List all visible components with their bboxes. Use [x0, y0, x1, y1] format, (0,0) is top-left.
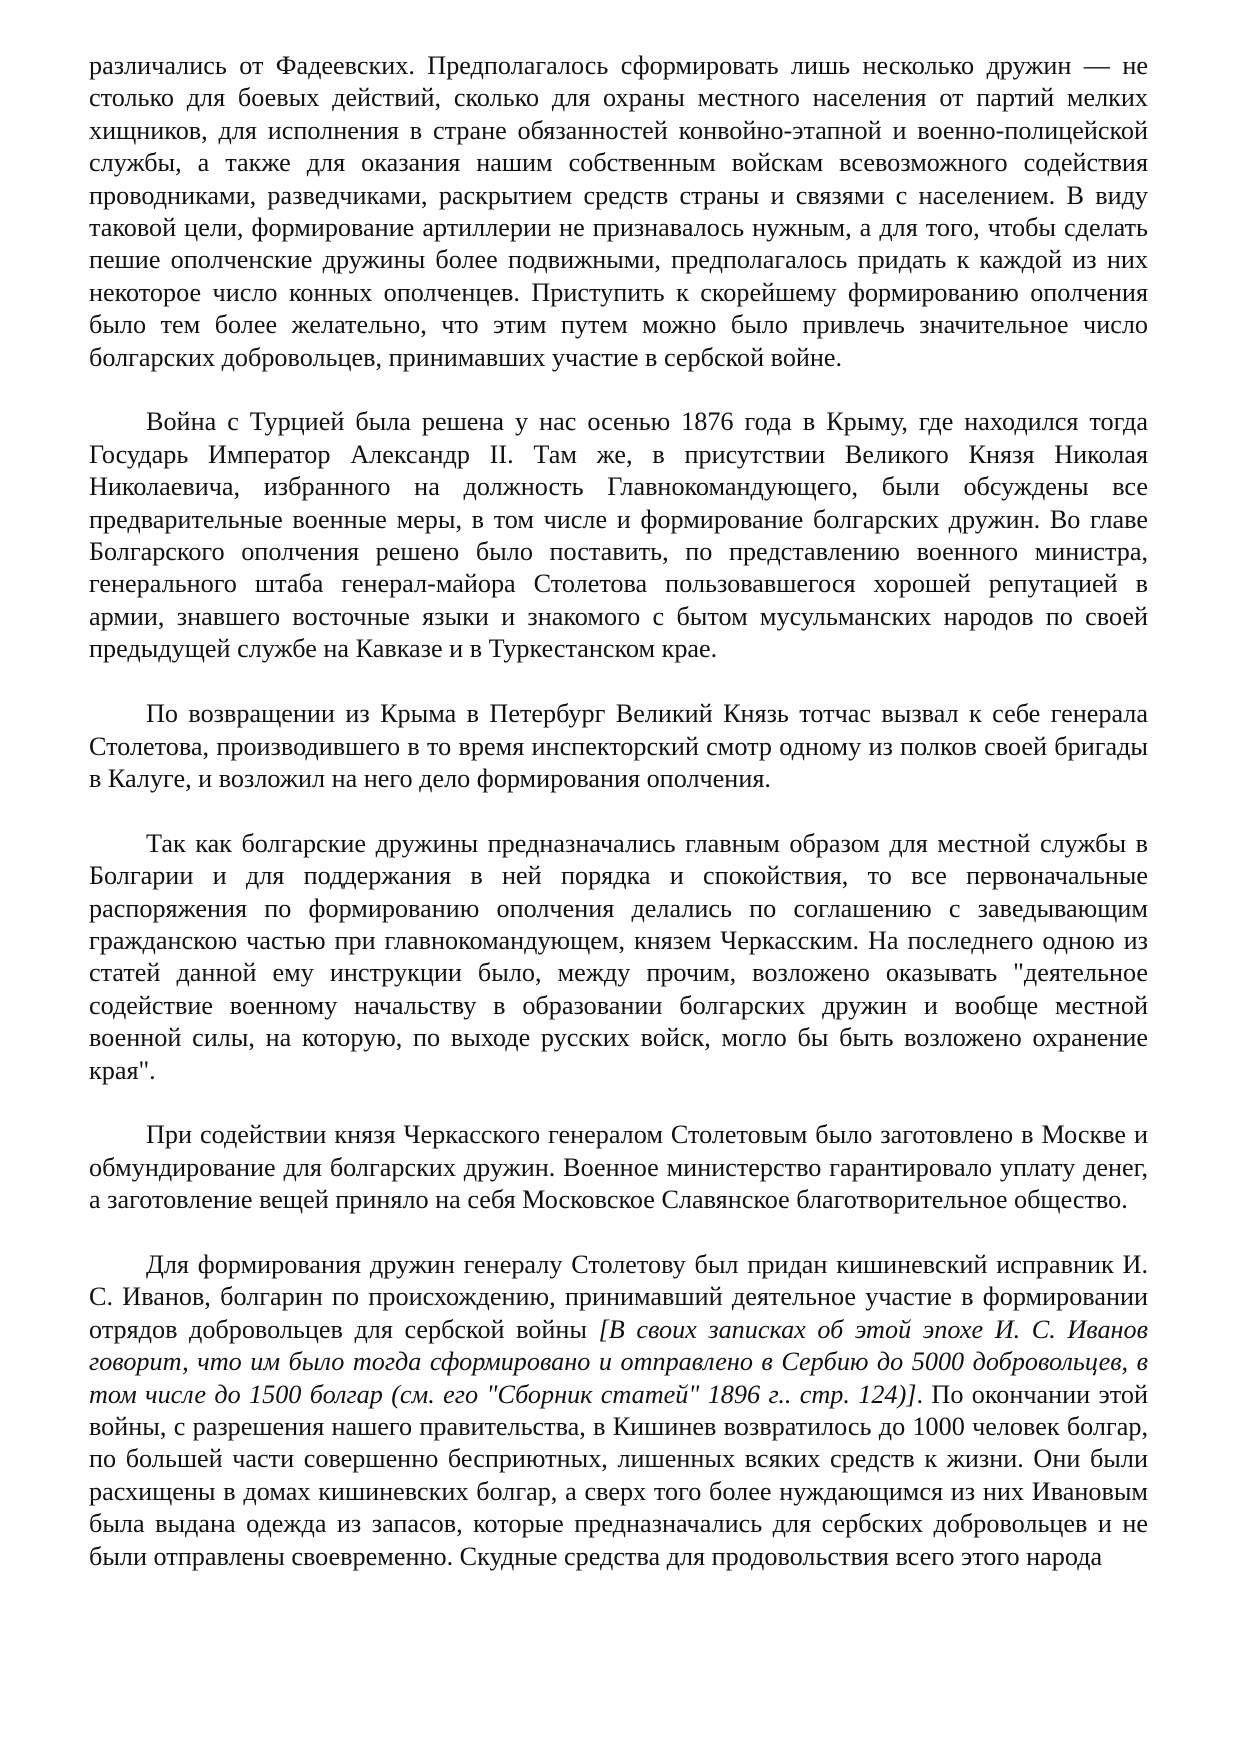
- paragraph-6-text-end: . По окончании этой войны, с разрешения нашего правительства, в Кишинев возвратилось до 1000 человек болгар, по большей части совершенно бесприютных, лишенных всяких средств к жизни. Они были расхищены в домах кишиневских болгар, а сверх того более нуждающимся из них Ивановым была выдана одежда из запасов, которые предназначались для сербских добровольцев и не были отправлены своевременно. Скудные средства для продовольствия всего этого народа: [89, 1379, 1148, 1571]
- paragraph-2: Война с Турцией была решена у нас осенью 1876 года в Крыму, где находился тогда Государь Император Александр II. Там же, в присутствии Великого Князя Николая Николаевича, избранного на должность Главнокомандующего, были обсуждены все предварительные военные меры, в том числе и формирование болгарских дружин. Во главе Болгарского ополчения решено было поставить, по представлению военного министра, генерального штаба генерал-майора Столетова пользовавшегося хорошей репутацией в армии, знавшего восточные языки и знакомого с бытом мусульманских народов по своей предыдущей службе на Кавказе и в Туркестанском крае.: [89, 407, 1148, 664]
- footnote-inline: [В своих записках об этой эпохе И. С. Иванов говорит, что им было тогда сформировано и отправлено в Сербию до 5000 добровольцев, в том числе до 1500 болгар (см. его "Сборник статей" 1896 г.. стр. 124)]: [89, 1314, 1148, 1409]
- paragraph-4: Так как болгарские дружины предназначались главным образом для местной службы в Болгарии и для поддержания в ней порядка и спокойствия, то все первоначальные распоряжения по формированию ополчения делались по соглашению с заведывающим гражданскою частью при главнокомандующем, князем Черкасским. На последнего одною из статей данной ему инструкции было, между прочим, возложено оказывать "деятельное содействие военному начальству в образовании болгарских дружин и вообще местной военной силы, на которую, по выходе русских войск, могло бы быть возложено охранение края".: [89, 828, 1148, 1085]
- paragraph-1: различались от Фадеевских. Предполагалось сформировать лишь несколько дружин — не столько для боевых действий, сколько для охраны местного населения от партий мелких хищников, для исполнения в стране обязанностей конвойно-этапной и военно-полицейской службы, а также для оказания нашим собственным войскам всевозможного содействия проводниками, разведчиками, раскрытием средств страны и связями с населением. В виду таковой цели, формирование артиллерии не признавалось нужным, а для того, чтобы сделать пешие ополченские дружины более подвижными, предполагалось придать к каждой из них некоторое число конных ополченцев. Приступить к скорейшему формированию ополчения было тем более желательно, что этим путем можно было привлечь значительное число болгарских добровольцев, принимавших участие в сербской войне.: [89, 51, 1148, 372]
- paragraph-6-text-start: Для формирования дружин генералу Столетову был придан кишиневский исправник И. С. Иванов, болгарин по происхождению, принимавший деятельное участие в формировании отрядов добровольцев для сербской войны: [89, 1249, 1148, 1344]
- document-page: [89, 50, 1148, 1573]
- paragraph-5: При содействии князя Черкасского генералом Столетовым было заготовлено в Москве и обмундирование для болгарских дружин. Военное министерство гарантировало уплату денег, а заготовление вещей приняло на себя Московское Славянское благотворительное общество.: [89, 1120, 1148, 1215]
- paragraph-6: [89, 1249, 1148, 1573]
- paragraph-3: По возвращении из Крыма в Петербург Великий Князь тотчас вызвал к себе генерала Столетова, производившего в то время инспекторский смотр одному из полков своей бригады в Калуге, и возложил на него дело формирования ополчения.: [89, 699, 1148, 793]
